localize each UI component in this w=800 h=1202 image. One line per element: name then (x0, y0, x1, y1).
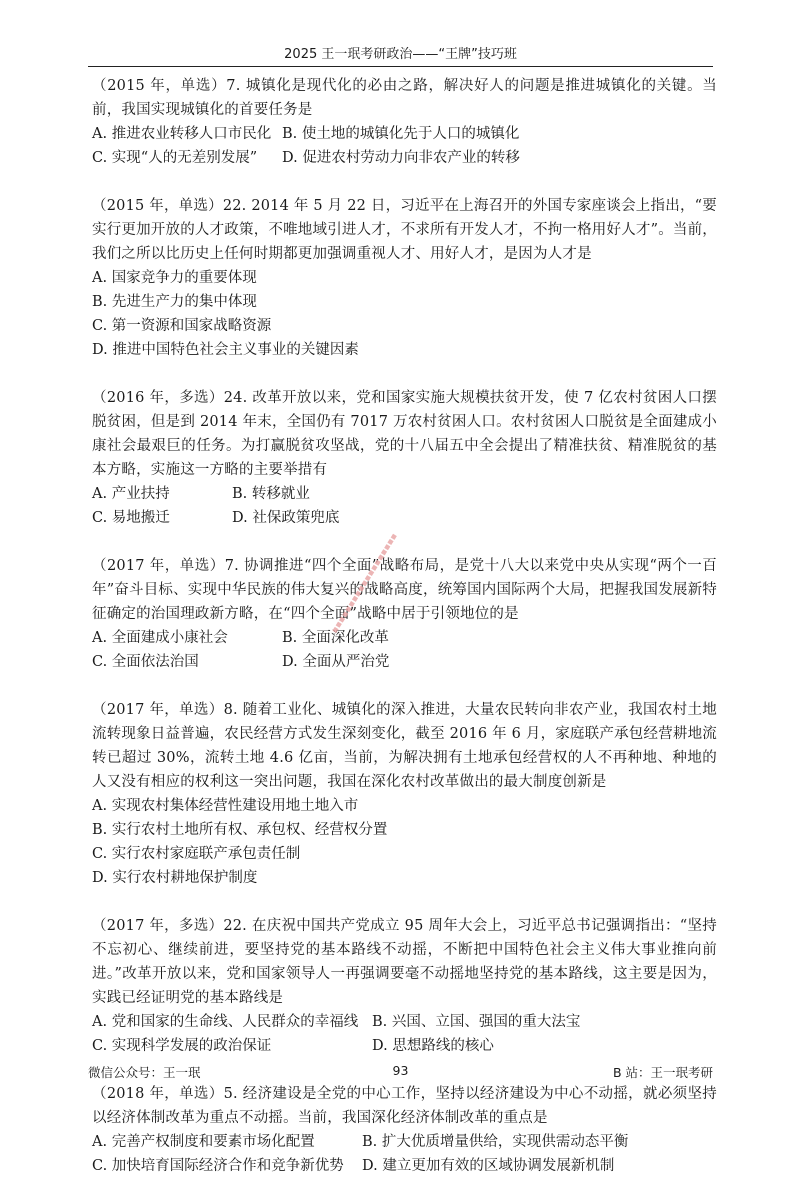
option-b: B. 转移就业 (232, 486, 310, 502)
option-list (92, 794, 717, 890)
question-text: （2015 年，单选）22. 2014 年 5 月 22 日，习近平在上海召开的外国专家座谈会上指出，“要实行更加开放的人才政策，不唯地域引进人才，不求所有开发人才，不拘一格用好人才”。当前，我们之所以比历史上任何时期都更加强调重视人才、用好人才，是因为人才是 (92, 198, 718, 262)
footer-bilibili: B 站：王一珉考研 (612, 1065, 713, 1080)
option-list (92, 1010, 717, 1058)
question-list (92, 74, 717, 1202)
option-d: D. 推进中国特色社会主义事业的关键因素 (92, 342, 359, 358)
option-a: A. 推进农业转移人口市民化 (92, 126, 272, 142)
question-item (92, 1082, 717, 1178)
question-item (92, 74, 717, 170)
question-item (92, 914, 717, 1058)
option-c: C. 实现“人的无差别发展” (92, 150, 258, 166)
option-b: B. 使土地的城镇化先于人口的城镇化 (282, 126, 520, 142)
option-a: A. 国家竞争力的重要体现 (92, 270, 257, 286)
question-text: （2017 年，单选）8. 随着工业化、城镇化的深入推进，大量农民转向非农产业，我国农村土地流转现象日益普遍，农民经营方式发生深刻变化，截至 2016 年 6 月，家庭联产承包经营耕地流转已超过 30%，流转土地 4.6 亿亩，当前，为解决拥有土地承包经营权的人不再种地、种地的人又没有相应的权利这一突出问题，我国在深化农村改革做出的最大制度创新是 (92, 702, 717, 790)
question-item (92, 554, 717, 674)
option-a: A. 全面建成小康社会 (92, 630, 228, 646)
page-header (88, 46, 713, 67)
option-a: A. 党和国家的生命线、人民群众的幸福线 (92, 1014, 359, 1030)
option-d: D. 全面从严治党 (282, 654, 390, 670)
option-d: D. 促进农村劳动力向非农产业的转移 (282, 150, 520, 166)
diagonal-watermark: ▪▪▪▪▪▪▪▪▪▪▪▪▪▪▪▪▪▪▪ (330, 531, 400, 636)
option-c: C. 第一资源和国家战略资源 (92, 318, 272, 334)
option-a: A. 产业扶持 (92, 486, 170, 502)
option-list (92, 626, 717, 674)
option-d: D. 建立更加有效的区域协调发展新机制 (362, 1158, 615, 1174)
question-item (92, 698, 717, 890)
option-b: B. 扩大优质增量供给，实现供需动态平衡 (362, 1134, 629, 1150)
question-item (92, 386, 717, 530)
question-item (92, 194, 717, 362)
page-footer (88, 1063, 713, 1083)
page-number: 93 (392, 1063, 409, 1078)
option-c: C. 实现科学发展的政治保证 (92, 1038, 272, 1054)
option-d: D. 思想路线的核心 (372, 1038, 494, 1054)
question-text: （2015 年，单选）7. 城镇化是现代化的必由之路，解决好人的问题是推进城镇化的关键。当前，我国实现城镇化的首要任务是 (92, 78, 717, 118)
option-b: B. 实行农村土地所有权、承包权、经营权分置 (92, 822, 388, 838)
option-d: D. 实行农村耕地保护制度 (92, 870, 258, 886)
question-text: （2016 年，多选）24. 改革开放以来，党和国家实施大规模扶贫开发，使 7 亿农村贫困人口摆脱贫困，但是到 2014 年末，全国仍有 7017 万农村贫困人口。农村贫困人口脱贫是全面建成小康社会最艰巨的任务。为打赢脱贫攻坚战，党的十八届五中全会提出了精准扶贫、精准脱贫的基本方略，实施这一方略的主要举措有 (92, 390, 717, 478)
option-d: D. 社保政策兜底 (232, 510, 340, 526)
question-text: （2017 年，单选）7. 协调推进“四个全面”战略布局，是党十八大以来党中央从实现“两个一百年”奋斗目标、实现中华民族的伟大复兴的战略高度，统筹国内国际两个大局，把握我国发展新特征确定的治国理政新方略，在“四个全面”战略中居于引领地位的是 (92, 558, 718, 622)
option-list (92, 1130, 717, 1178)
option-a: A. 实现农村集体经营性建设用地土地入市 (92, 798, 359, 814)
option-b: B. 先进生产力的集中体现 (92, 294, 257, 310)
option-c: C. 全面依法治国 (92, 654, 199, 670)
option-c: C. 加快培育国际经济合作和竞争新优势 (92, 1158, 344, 1174)
option-a: A. 完善产权制度和要素市场化配置 (92, 1134, 315, 1150)
question-text: （2017 年，多选）22. 在庆祝中国共产党成立 95 周年大会上，习近平总书记强调指出：“坚持不忘初心、继续前进，要坚持党的基本路线不动摇，不断把中国特色社会主义伟大事业推向前进。”改革开放以来，党和国家领导人一再强调要毫不动摇地坚持党的基本路线，这主要是因为，实践已经证明党的基本路线是 (92, 918, 717, 1006)
option-list (92, 482, 717, 530)
question-text: （2018 年，单选）5. 经济建设是全党的中心工作，坚持以经济建设为中心不动摇，就必须坚持以经济体制改革为重点不动摇。当前，我国深化经济体制改革的重点是 (92, 1086, 717, 1126)
header-title: 2025 王一珉考研政治——“王牌”技巧班 (284, 47, 517, 62)
option-c: C. 易地搬迁 (92, 510, 170, 526)
option-b: B. 全面深化改革 (282, 630, 389, 646)
option-b: B. 兴国、立国、强国的重大法宝 (372, 1014, 581, 1030)
option-list (92, 266, 717, 362)
option-list (92, 122, 717, 170)
option-c: C. 实行农村家庭联产承包责任制 (92, 846, 301, 862)
footer-wechat: 微信公众号：王一珉 (88, 1065, 201, 1080)
